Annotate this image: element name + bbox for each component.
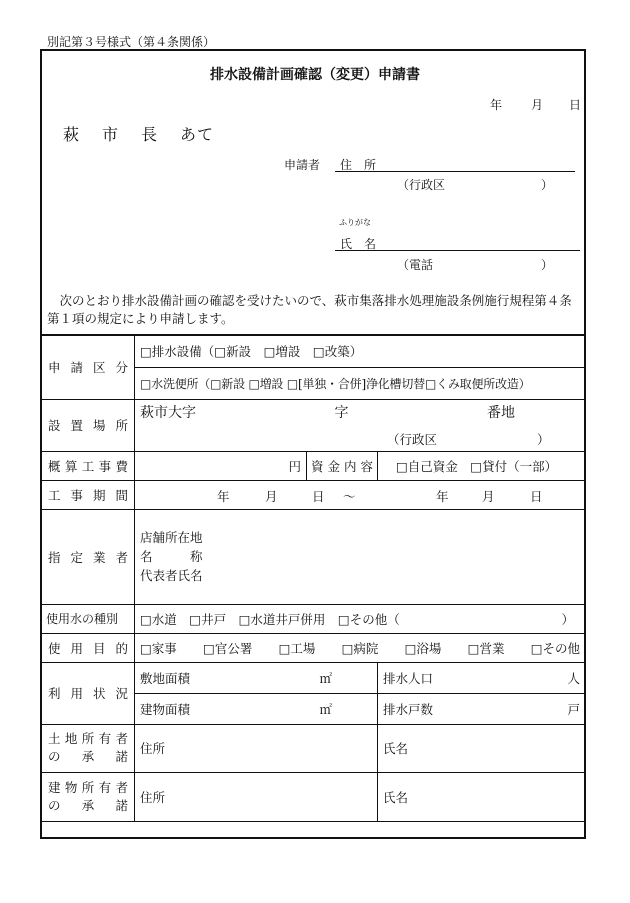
recipient xyxy=(63,122,214,145)
building-area-field[interactable] xyxy=(135,693,378,724)
period-start-month: 月 xyxy=(265,488,278,504)
water-type-field[interactable] xyxy=(135,604,586,633)
location-district: （行政区 ） xyxy=(387,432,550,447)
intro-text: 次のとおり排水設備計画の確認を受けたいので、萩市集落排水処理施設条例施行規程第４条第１項の規定により申請します。 xyxy=(47,293,572,326)
applicant-phone: （電話 ） xyxy=(397,258,554,272)
building-owner-label-line2: の承諾 xyxy=(48,797,128,813)
land-owner-name[interactable]: 氏名 xyxy=(378,724,586,772)
purpose-option[interactable]: □官公署 xyxy=(203,640,253,656)
period-end-month: 月 xyxy=(482,488,495,504)
period-end-day: 日 xyxy=(530,488,543,504)
contractor-representative: 代表者氏名 xyxy=(140,568,203,583)
purpose-option[interactable]: □浴場 xyxy=(404,640,442,656)
period-end-year: 年 xyxy=(436,488,449,504)
applicant-label: 申請者 xyxy=(284,158,321,172)
land-owner-label xyxy=(42,724,135,772)
recipient-char: 市 xyxy=(102,125,120,144)
recipient-char: 長 xyxy=(141,125,159,144)
land-owner-label-line2: の承諾 xyxy=(48,749,128,764)
application-type-label: 申請区分 xyxy=(42,335,135,399)
purpose-label: 使用目的 xyxy=(42,633,135,662)
drain-people-label: 排水人口 xyxy=(383,670,434,686)
period-start-day: 日 xyxy=(312,488,325,504)
drain-houses-label: 排水戸数 xyxy=(383,701,434,717)
fund-options[interactable]: □自己資金 □貸付（一部） xyxy=(378,451,586,480)
period-start-year: 年 xyxy=(217,488,230,504)
location-field[interactable] xyxy=(135,399,586,451)
location-aza: 字 xyxy=(334,405,349,421)
drain-people-field[interactable] xyxy=(378,662,586,693)
furigana-label: ふりがな xyxy=(339,218,371,227)
purpose-field[interactable] xyxy=(135,633,586,662)
applicant-address-label: 住 所 xyxy=(340,158,377,172)
building-area-label: 建物面積 xyxy=(140,701,191,717)
form-label: 別記第３号様式（第４条関係） xyxy=(47,35,216,49)
location-village: 萩市大字 xyxy=(140,405,196,421)
location-label: 設置場所 xyxy=(42,399,135,451)
building-owner-name[interactable]: 氏名 xyxy=(378,772,586,821)
application-type-row1[interactable]: □排水設備（□新設 □増設 □改築） xyxy=(135,335,586,367)
drain-houses-field[interactable] xyxy=(378,693,586,724)
contractor-field[interactable] xyxy=(135,509,586,604)
water-type-close: ） xyxy=(561,611,574,627)
address-line[interactable] xyxy=(335,171,575,172)
page-title: 排水設備計画確認（変更）申請書 xyxy=(210,67,420,83)
water-type-label: 使用水の種別 xyxy=(42,604,135,633)
building-owner-address[interactable]: 住所 xyxy=(135,772,378,821)
recipient-suffix: あて xyxy=(180,125,215,144)
building-owner-label-line1: 建物所有者 xyxy=(48,779,128,795)
fund-label: 資金内容 xyxy=(307,451,378,480)
contractor-name: 名 称 xyxy=(140,549,203,564)
applicant-district: （行政区 ） xyxy=(397,178,554,192)
location-banchi: 番地 xyxy=(487,405,515,421)
name-line[interactable] xyxy=(335,250,580,251)
land-owner-address[interactable]: 住所 xyxy=(135,724,378,772)
date-year: 年 xyxy=(490,98,503,112)
drain-people-unit: 人 xyxy=(567,670,580,686)
purpose-option[interactable]: □工場 xyxy=(278,640,316,656)
water-type-options: □水道 □井戸 □水道井戸併用 □その他（ xyxy=(140,611,400,627)
period-tilde: ～ xyxy=(343,488,356,504)
site-area-label: 敷地面積 xyxy=(140,670,191,686)
site-area-unit: ㎡ xyxy=(319,670,332,686)
cost-yen: 円 xyxy=(288,458,301,474)
applicant-name-label: 氏 名 xyxy=(340,237,377,251)
site-area-field[interactable] xyxy=(135,662,378,693)
building-owner-label xyxy=(42,772,135,821)
purpose-option[interactable]: □営業 xyxy=(467,640,505,656)
contractor-label: 指定業者 xyxy=(42,509,135,604)
date-month: 月 xyxy=(531,98,544,112)
purpose-option[interactable]: □家事 xyxy=(140,640,177,656)
land-owner-label-line1: 土地所有者 xyxy=(48,731,128,746)
period-field[interactable] xyxy=(135,480,586,509)
cost-label: 概算工事費 xyxy=(42,451,135,480)
purpose-option[interactable]: □その他 xyxy=(530,640,580,656)
date-day: 日 xyxy=(569,98,582,112)
drain-houses-unit: 戸 xyxy=(567,701,580,717)
building-area-unit: ㎡ xyxy=(319,701,332,717)
purpose-option[interactable]: □病院 xyxy=(341,640,379,656)
usage-label: 利用状況 xyxy=(42,662,135,724)
recipient-char: 萩 xyxy=(63,125,81,144)
cost-field[interactable] xyxy=(135,451,307,480)
application-type-row2[interactable]: □水洗便所（□新設 □増設 □[単独・合併]浄化槽切替□くみ取便所改造） xyxy=(135,367,586,399)
period-label: 工事期間 xyxy=(42,480,135,509)
application-table xyxy=(41,334,586,822)
contractor-shop-address: 店舗所在地 xyxy=(140,530,203,545)
